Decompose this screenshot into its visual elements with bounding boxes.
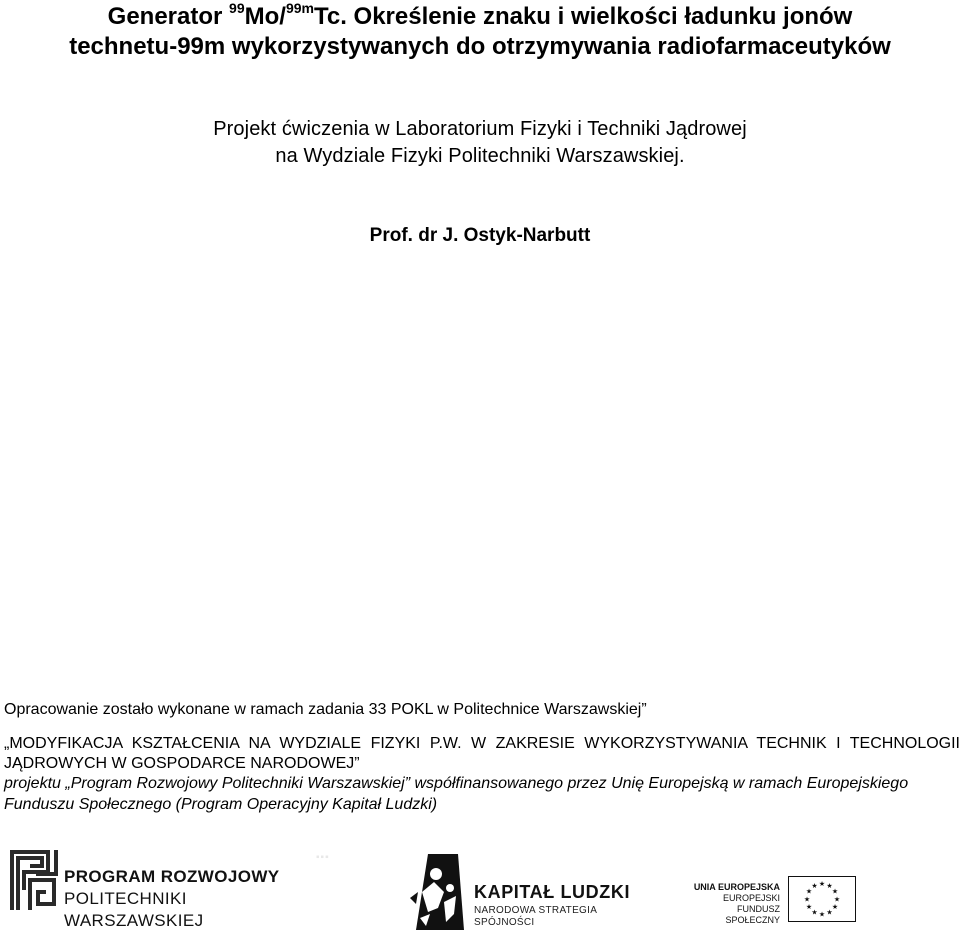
svg-text:★: ★ [826, 908, 833, 917]
funding-note: Opracowanie zostało wykonane w ramach zadania 33 POKL w Politechnice Warszawskiej” [4, 701, 647, 718]
svg-text:★: ★ [818, 880, 826, 888]
program-rozwojowy-logo [8, 846, 318, 930]
document-title [0, 2, 960, 62]
title-line-2: technetu-99m wykorzystywanych do otrzymywania radiofarmaceutyków [69, 33, 891, 60]
project-description: projektu „Program Rozwojowy Politechniki Warszawskiej” współfinansowanego przez Unię Europejską w ramach Europejskiego Funduszu Społecznego (Program Operacyjny Kapitał Ludzki) [4, 775, 909, 813]
svg-text:★: ★ [805, 887, 813, 896]
eu-flag-icon [788, 876, 856, 922]
mass-number-mo: 99 [229, 0, 245, 16]
svg-text:★: ★ [803, 895, 811, 904]
svg-text:★: ★ [818, 910, 826, 919]
svg-text:★: ★ [831, 903, 839, 911]
title-line-1: Generator $^{99}$Mo/$^{99m}$Tc. Określenie znaku i wielkości ładunku jonów [107, 0, 853, 30]
svg-text:★: ★ [805, 903, 813, 911]
kapital-ludzki-title: KAPITAŁ LUDZKI [474, 882, 631, 902]
unia-europejska-logo [688, 874, 858, 924]
kapital-ludzki-emblem-icon [408, 852, 468, 934]
unia-europejska-text: UNIA EUROPEJSKA EUROPEJSKI FUNDUSZ SPOŁECZNY [693, 882, 780, 925]
svg-text:★: ★ [811, 882, 818, 890]
program-rozwojowy-text: PROGRAM ROZWOJOWY POLITECHNIKI WARSZAWSKIEJ [64, 867, 280, 930]
mass-number-tc: 99m [285, 0, 314, 16]
svg-text:★: ★ [833, 895, 841, 904]
subtitle-line-2: na Wydziale Fizyki Politechniki Warszawskiej. [275, 145, 685, 167]
svg-text:★: ★ [811, 908, 818, 917]
kapital-ludzki-logo [408, 852, 648, 934]
svg-text:★: ★ [826, 882, 833, 890]
kapital-ludzki-subtitle: NARODOWA STRATEGIA SPÓJNOŚCI [474, 905, 597, 928]
faint-watermark-icon: ▪▪▪ [316, 852, 330, 863]
svg-text:★: ★ [831, 887, 839, 896]
author: Prof. dr J. Ostyk-Narbutt [369, 225, 591, 246]
subtitle-line-1: Projekt ćwiczenia w Laboratorium Fizyki i Techniki Jądrowej [213, 118, 747, 140]
program-rozwojowy-emblem-icon [8, 846, 60, 914]
exercise-subtitle [0, 116, 960, 170]
project-title: „MODYFIKACJA KSZTAŁCENIA NA WYDZIALE FIZYKI P.W. W ZAKRESIE WYKORZYSTYWANIA TECHNIK I TECHNOLOGII JĄDROWYCH W GOSPODARCE NARODOWEJ” [4, 735, 960, 772]
